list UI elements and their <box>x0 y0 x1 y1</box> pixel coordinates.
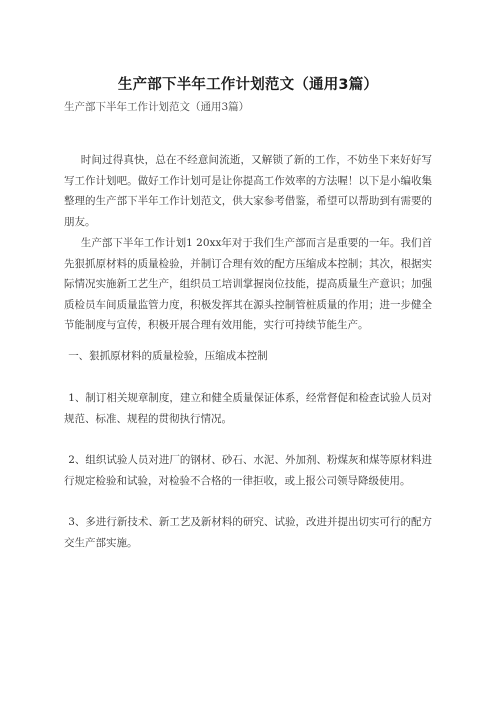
list-item: 1、制订相关规章制度，建立和健全质量保证体系，经常督促和检查试验人员对规范、标准、规程的贯彻执行情况。 <box>64 392 432 425</box>
intro-paragraph: 时间过得真快，总在不经意间流逝，又解锁了新的工作，不妨坐下来好好写写工作计划吧。做好工作计划可是让你提高工作效率的方法喔！以下是小编收集整理的生产部下半年工作计划范文，供大家参考借鉴，希望可以帮助到有需要的朋友。 <box>64 154 432 228</box>
document-subtitle: 生产部下半年工作计划范文（通用3篇） <box>64 101 250 113</box>
document-title: 生产部下半年工作计划范文（通用3篇） <box>117 77 379 93</box>
list-item: 2、组织试验人员对进厂的钢材、砂石、水泥、外加剂、粉煤灰和煤等原材料进行规定检验和试验，对检验不合格的一律拒收，或上报公司领导降级使用。 <box>64 454 432 487</box>
list-item: 3、多进行新技术、新工艺及新材料的研究、试验，改进并提出切实可行的配方交生产部实施。 <box>64 516 432 549</box>
plan-paragraph: 生产部下半年工作计划1 20xx年对于我们生产部而言是重要的一年。我们首先狠抓原材料的质量检验，并制订合理有效的配方压缩成本控制；其次，根据实际情况实施新工艺生产，组织员工培训掌握岗位技能，提高质量生产意识；加强质检员车间质量监管力度，积极发挥其在源头控制管桩质量的作用；进一步健全节能制度与宣传，积极开展合理有效用能，实行可持续节能生产。 <box>64 237 432 331</box>
section-heading: 一、狠抓原材料的质量检验，压缩成本控制 <box>68 350 268 362</box>
